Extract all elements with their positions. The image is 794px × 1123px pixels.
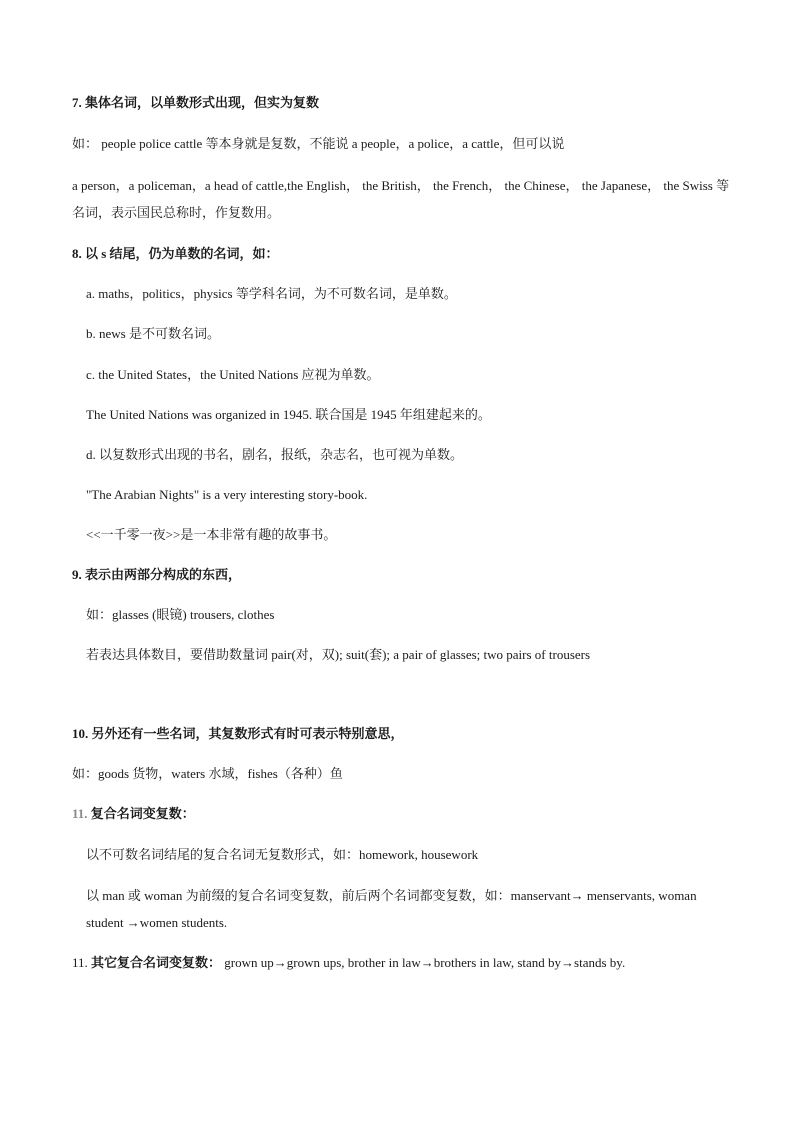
section-11a-number: 11. xyxy=(72,806,88,821)
section-7-line2: a person，a policeman，a head of cattle,the English， the British， the French， the Chinese， the Japanese， the Swiss 等名词，表示国民总称时，作复数用。 xyxy=(72,178,730,220)
section-11a-line1: 以不可数名词结尾的复合名词无复数形式，如：homework, housework xyxy=(86,847,479,862)
section-8-item-a: a. maths，politics，physics 等学科名词，为不可数名词，是单数。 xyxy=(86,286,457,301)
section-11b-line xyxy=(72,954,736,972)
section-9-heading: 9. 表示由两部分构成的东西， xyxy=(72,567,242,582)
section-8-item-d: d. 以复数形式出现的书名，剧名，报纸，杂志名，也可视为单数。 xyxy=(86,447,464,462)
section-9-line2: 若表达具体数目，要借助数量词 pair(对，双); suit(套); a pair of glasses; two pairs of trousers xyxy=(86,647,591,662)
section-11b-text: grown up→grown ups, brother in law→brothers in law, stand by→stands by. xyxy=(224,955,626,970)
section-7-line1: 如： people police cattle 等本身就是复数，不能说 a people，a police，a cattle，但可以说 xyxy=(72,136,565,151)
section-11a-line2: 以 man 或 woman 为前缀的复合名词变复数，前后两个名词都变复数，如：manservant→ menservants, woman student →women students. xyxy=(86,888,697,930)
section-11a-title: 复合名词变复数： xyxy=(90,806,195,821)
section-11b-heading: 其它复合名词变复数： xyxy=(91,955,222,970)
section-11b-number: 11. xyxy=(72,955,88,970)
section-11a-heading xyxy=(72,805,736,823)
section-8-item-b: b. news 是不可数名词。 xyxy=(86,326,220,341)
section-9-line1: 如：glasses (眼镜) trousers, clothes xyxy=(86,607,275,622)
section-8-heading: 8. 以 s 结尾，仍为单数的名词，如： xyxy=(72,246,279,261)
section-8-item-d-example: "The Arabian Nights" is a very interesting story-book. xyxy=(86,487,368,502)
section-8-item-c: c. the United States，the United Nations 应视为单数。 xyxy=(86,367,380,382)
section-8-item-c-example: The United Nations was organized in 1945. 联合国是 1945 年组建起来的。 xyxy=(86,407,491,422)
section-8-item-d-translation: <<一千零一夜>>是一本非常有趣的故事书。 xyxy=(86,527,337,542)
section-10-heading: 10. 另外还有一些名词，其复数形式有时可表示特别意思， xyxy=(72,726,404,741)
section-7-heading: 7. 集体名词，以单数形式出现，但实为复数 xyxy=(72,95,320,110)
section-10-line1: 如：goods 货物，waters 水域，fishes（各种）鱼 xyxy=(72,766,343,781)
